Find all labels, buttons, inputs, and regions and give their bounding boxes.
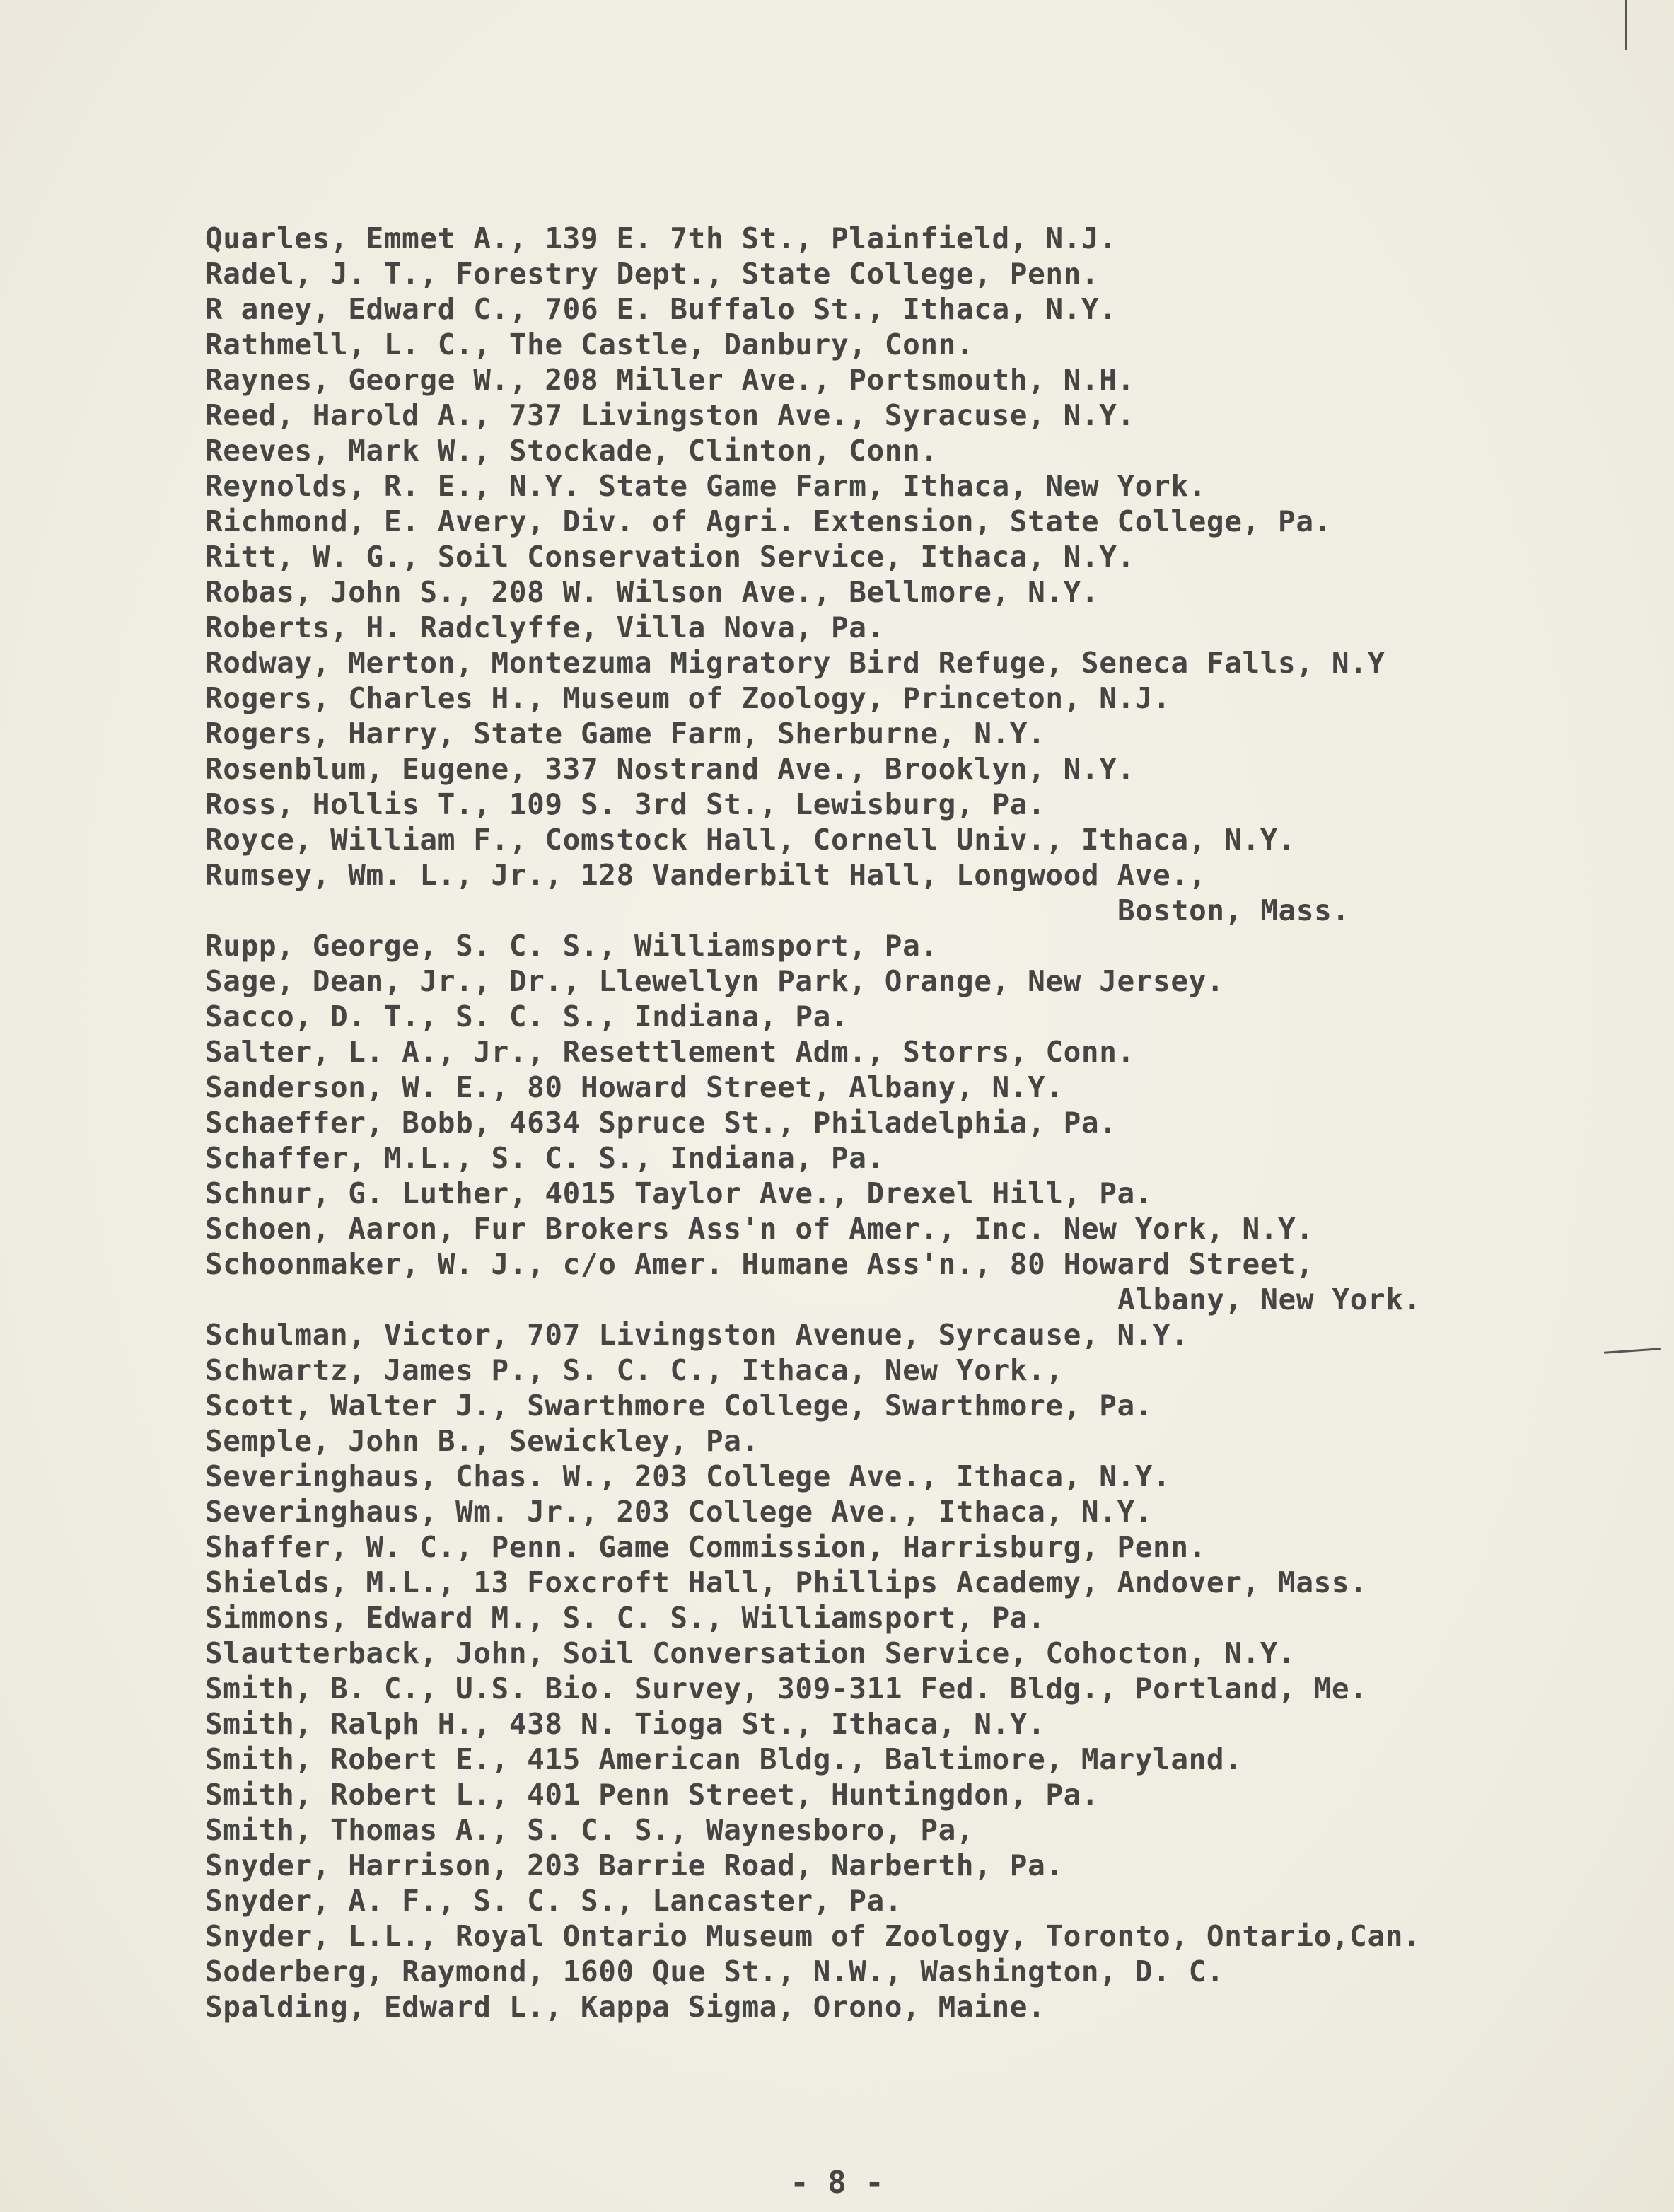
directory-entry: Salter, L. A., Jr., Resettlement Adm., Storrs, Conn. [205, 1035, 1135, 1069]
directory-entry: Smith, B. C., U.S. Bio. Survey, 309-311 Fed. Bldg., Portland, Me. [205, 1672, 1368, 1706]
directory-entry: Shaffer, W. C., Penn. Game Commission, Harrisburg, Penn. [205, 1530, 1207, 1564]
directory-entry: Scott, Walter J., Swarthmore College, Swarthmore, Pa. [205, 1389, 1153, 1423]
directory-entry: Quarles, Emmet A., 139 E. 7th St., Plainfield, N.J. [205, 221, 1117, 255]
directory-entry: Sanderson, W. E., 80 Howard Street, Albany, N.Y. [205, 1070, 1064, 1104]
directory-entry: Severinghaus, Chas. W., 203 College Ave., Ithaca, N.Y. [205, 1459, 1171, 1493]
directory-entry: Raynes, George W., 208 Miller Ave., Portsmouth, N.H. [205, 363, 1135, 397]
directory-entry: Radel, J. T., Forestry Dept., State College, Penn. [205, 257, 1100, 291]
directory-entry: Smith, Thomas A., S. C. S., Waynesboro, Pa, [205, 1813, 975, 1847]
directory-entry-continuation: Albany, New York. [1117, 1282, 1422, 1316]
directory-entry: Ross, Hollis T., 109 S. 3rd St., Lewisburg, Pa. [205, 787, 1046, 821]
directory-entry: Rogers, Harry, State Game Farm, Sherburne, N.Y. [205, 717, 1046, 751]
directory-entry: Sage, Dean, Jr., Dr., Llewellyn Park, Orange, New Jersey. [205, 964, 1225, 998]
directory-entry: Roberts, H. Radclyffe, Villa Nova, Pa. [205, 610, 885, 644]
directory-entry: Sacco, D. T., S. C. S., Indiana, Pa. [205, 1000, 849, 1033]
address-directory-list [205, 221, 1648, 2025]
directory-entry: Rumsey, Wm. L., Jr., 128 Vanderbilt Hall, Longwood Ave., [205, 858, 1207, 892]
directory-entry: Schoonmaker, W. J., c/o Amer. Humane Ass'n., 80 Howard Street, [205, 1247, 1314, 1281]
directory-entry: Rogers, Charles H., Museum of Zoology, Princeton, N.J. [205, 681, 1171, 715]
directory-entry: Smith, Robert L., 401 Penn Street, Huntingdon, Pa. [205, 1778, 1100, 1812]
directory-entry: Reeves, Mark W., Stockade, Clinton, Conn. [205, 434, 938, 468]
directory-entry: Schwartz, James P., S. C. C., Ithaca, New York., [205, 1353, 1064, 1387]
directory-entry: Rosenblum, Eugene, 337 Nostrand Ave., Brooklyn, N.Y. [205, 752, 1135, 786]
directory-entry: Soderberg, Raymond, 1600 Que St., N.W., Washington, D. C. [205, 1955, 1225, 1988]
directory-entry: Spalding, Edward L., Kappa Sigma, Orono, Maine. [205, 1990, 1046, 2024]
directory-entry: Snyder, L.L., Royal Ontario Museum of Zoology, Toronto, Ontario,Can. [205, 1919, 1422, 1953]
directory-entry: Semple, John B., Sewickley, Pa. [205, 1424, 760, 1458]
directory-entry: Snyder, Harrison, 203 Barrie Road, Narberth, Pa. [205, 1848, 1064, 1882]
directory-entry: Reynolds, R. E., N.Y. State Game Farm, Ithaca, New York. [205, 469, 1207, 503]
page-number: - 8 - [790, 2165, 884, 2201]
directory-entry: Robas, John S., 208 W. Wilson Ave., Bellmore, N.Y. [205, 575, 1100, 609]
directory-entry: Rupp, George, S. C. S., Williamsport, Pa. [205, 929, 938, 963]
directory-entry: Rathmell, L. C., The Castle, Danbury, Conn. [205, 328, 975, 361]
directory-entry: Reed, Harold A., 737 Livingston Ave., Syracuse, N.Y. [205, 398, 1135, 432]
directory-entry: Royce, William F., Comstock Hall, Cornell Univ., Ithaca, N.Y. [205, 823, 1296, 857]
directory-entry: Schoen, Aaron, Fur Brokers Ass'n of Amer., Inc. New York, N.Y. [205, 1212, 1314, 1246]
directory-entry: Schaffer, M.L., S. C. S., Indiana, Pa. [205, 1141, 885, 1175]
directory-entry: Simmons, Edward M., S. C. S., Williamsport, Pa. [205, 1601, 1046, 1635]
directory-entry: Ritt, W. G., Soil Conservation Service, Ithaca, N.Y. [205, 540, 1135, 574]
directory-entry: Severinghaus, Wm. Jr., 203 College Ave., Ithaca, N.Y. [205, 1495, 1153, 1529]
directory-entry: Richmond, E. Avery, Div. of Agri. Extension, State College, Pa. [205, 504, 1332, 538]
directory-entry: Smith, Ralph H., 438 N. Tioga St., Ithaca, N.Y. [205, 1707, 1046, 1741]
directory-entry: Schaeffer, Bobb, 4634 Spruce St., Philadelphia, Pa. [205, 1106, 1117, 1140]
directory-entry: Shields, M.L., 13 Foxcroft Hall, Phillips Academy, Andover, Mass. [205, 1565, 1368, 1599]
directory-entry: Schulman, Victor, 707 Livingston Avenue, Syrcause, N.Y. [205, 1318, 1189, 1352]
directory-entry: Rodway, Merton, Montezuma Migratory Bird Refuge, Seneca Falls, N.Y [205, 646, 1385, 680]
directory-entry: Smith, Robert E., 415 American Bldg., Baltimore, Maryland. [205, 1742, 1243, 1776]
directory-entry: R aney, Edward C., 706 E. Buffalo St., Ithaca, N.Y. [205, 292, 1117, 326]
paper-edge-mark [1625, 0, 1627, 50]
directory-entry: Snyder, A. F., S. C. S., Lancaster, Pa. [205, 1884, 903, 1918]
directory-entry: Slautterback, John, Soil Conversation Service, Cohocton, N.Y. [205, 1636, 1296, 1670]
directory-entry-continuation: Boston, Mass. [1117, 893, 1350, 927]
directory-entry: Schnur, G. Luther, 4015 Taylor Ave., Drexel Hill, Pa. [205, 1176, 1153, 1210]
